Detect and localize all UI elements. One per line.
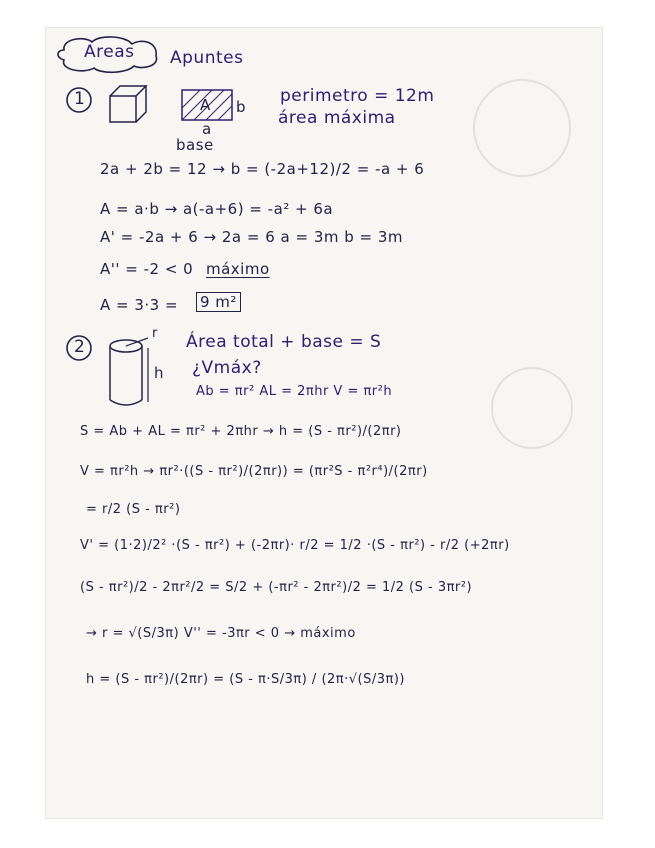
- p1-final-prefix: A = 3·3 =: [100, 296, 179, 314]
- given-goal: área máxima: [278, 108, 396, 128]
- p2-question: ¿Vmáx?: [192, 358, 262, 378]
- p2-line-5: (S - πr²)/2 - 2πr²/2 = S/2 + (-πr² - 2πr²)/2 = 1/2 (S - 3πr²): [80, 580, 473, 595]
- p1-line-1: 2a + 2b = 12 → b = (-2a+12)/2 = -a + 6: [100, 160, 425, 178]
- p1-line-3: A' = -2a + 6 → 2a = 6 a = 3m b = 3m: [100, 228, 404, 246]
- problem1-number: 1: [74, 89, 86, 109]
- maximo-word-1: máximo: [206, 260, 270, 278]
- cylinder-radius-label: r: [152, 326, 158, 341]
- p2-line-7: h = (S - πr²)/(2πr) = (S - π·S/3π) / (2π·√(S/3π)): [86, 672, 405, 687]
- header-badge: Areas: [84, 42, 135, 62]
- rect-side-label-b: b: [236, 98, 247, 116]
- given-perimeter: perimetro = 12m: [280, 86, 435, 106]
- p2-formulas: Ab = πr² AL = 2πhr V = πr²h: [196, 384, 393, 399]
- p2-statement: Área total + base = S: [186, 332, 382, 352]
- p1-line-4: A'' = -2 < 0: [100, 260, 194, 278]
- header-title: Apuntes: [170, 48, 244, 68]
- p2-line-4: V' = (1·2)/2² ·(S - πr²) + (-2πr)· r/2 = 1/2 ·(S - πr²) - r/2 (+2πr): [80, 538, 510, 553]
- p2-line-3: = r/2 (S - πr²): [86, 502, 181, 517]
- rect-inner-label: A: [200, 96, 211, 114]
- p2-line-1: S = Ab + AL = πr² + 2πhr → h = (S - πr²)/(2πr): [80, 424, 402, 439]
- cylinder-height-label: h: [154, 364, 165, 382]
- p1-final-value: 9 m²: [196, 292, 241, 312]
- p2-line-2: V = πr²h → πr²·((S - πr²)/(2πr)) = (πr²S - π²r⁴)/(2πr): [80, 464, 428, 479]
- p1-line-2: A = a·b → a(-a+6) = -a² + 6a: [100, 200, 334, 218]
- cylinder-drawing: [46, 28, 186, 428]
- notebook-page: [46, 28, 602, 818]
- problem2-number: 2: [74, 337, 86, 357]
- base-word: base: [176, 136, 214, 154]
- p2-line-6: → r = √(S/3π) V'' = -3πr < 0 → máximo: [86, 626, 356, 641]
- rect-base-label-a: a: [202, 120, 212, 138]
